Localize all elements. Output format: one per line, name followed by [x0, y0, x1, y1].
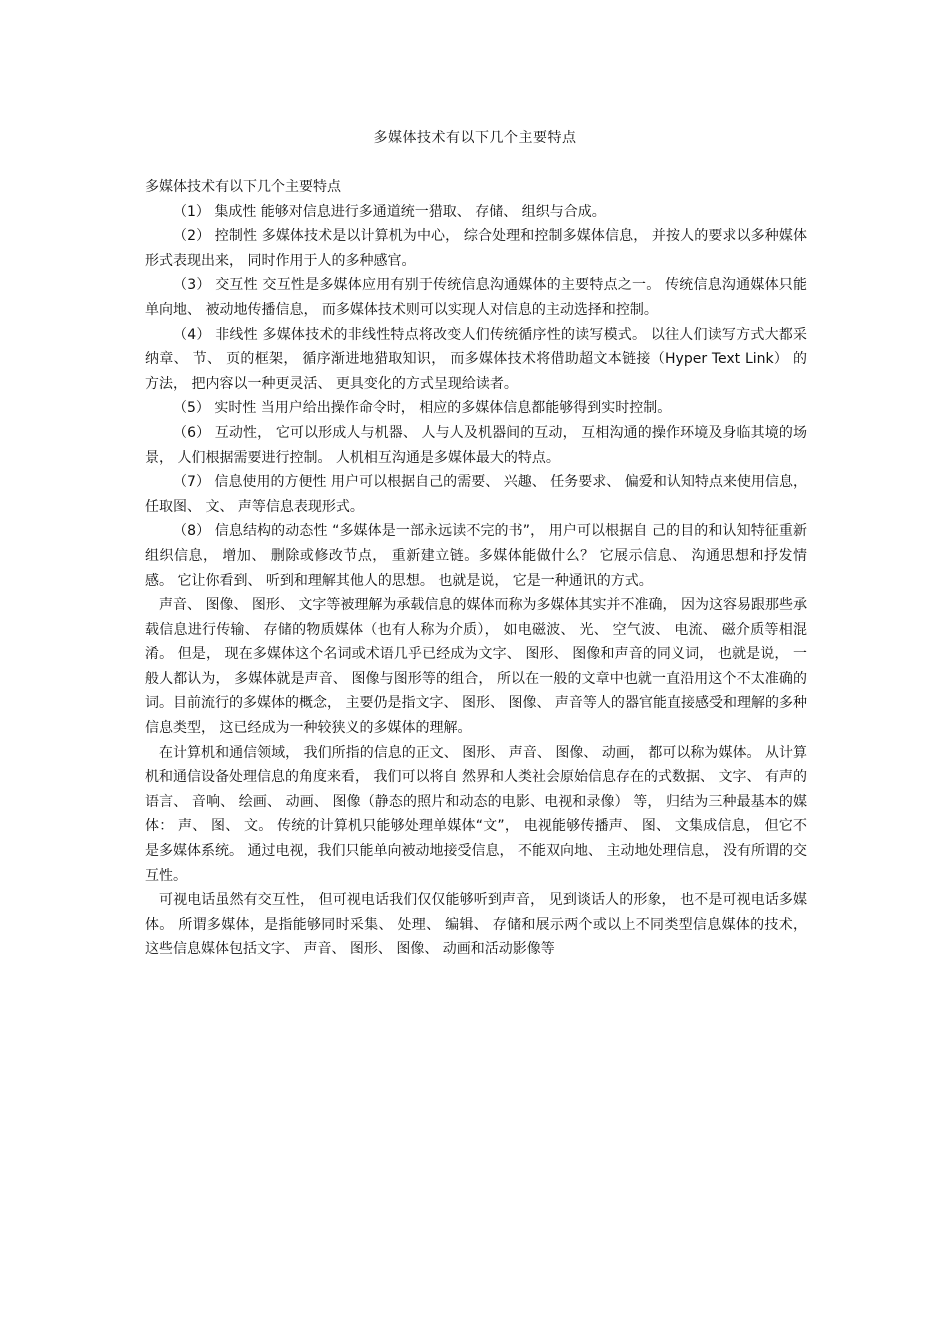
paragraph-media-definition: 声音、 图像、 图形、 文字等被理解为承载信息的媒体而称为多媒体其实并不准确， 因为这容易跟那些承载信息进行传输、 存储的物质媒体（也有人称为介质）， 如电磁波、 光、 空气波、 电流、 磁介质等相混淆。 但是， 现在多媒体这个名词或术语几乎已经成为文字、 图形、 图像和声音的同义词， 也就是说， 一般人都认为， 多媒体就是声音、 图像与图形等的组合， 所以在一般的文章中也就一直沿用这个不太准确的词。目前流行的多媒体的概念， 主要仍是指文字、 图形、 图像、 声音等人的器官能直接感受和理解的多种信息类型， 这已经成为一种较狭义的多媒体的理解。: [145, 597, 807, 737]
paragraph-computing-media: 在计算机和通信领域， 我们所指的信息的正文、 图形、 声音、 图像、 动画， 都可以称为媒体。 从计算机和通信设备处理信息的角度来看， 我们可以将自 然界和人类社会原始信息存在的式数据、 文字、 有声的语言、 音响、 绘画、 动画、 图像（静态的照片和动态的电影、电视和录像） 等， 归结为三种最基本的媒体： 声、 图、 文。 传统的计算机只能够处理单媒体“文”， 电视能够传播声、 图、 文集成信息， 但它不是多媒体系统。 通过电视，我们只能单向被动地接受信息， 不能双向地、 主动地处理信息， 没有所谓的交互性。: [145, 744, 807, 884]
paragraph-feature-4: （4） 非线性 多媒体技术的非线性特点将改变人们传统循序性的读写模式。 以往人们读写方式大都采纳章、 节、 页的框架， 循序渐进地猎取知识， 而多媒体技术将借助超文本链接（Hyper Text Link） 的方法， 把内容以一种更灵活、 更具变化的方式呈现给读者。: [145, 326, 807, 392]
paragraph-feature-5: （5） 实时性 当用户给出操作命令时， 相应的多媒体信息都能够得到实时控制。: [173, 400, 672, 417]
paragraph-feature-2: （2） 控制性 多媒体技术是以计算机为中心， 综合处理和控制多媒体信息， 并按人的要求以多种媒体形式表现出来， 同时作用于人的多种感官。: [145, 228, 807, 269]
paragraph-feature-6: （6） 互动性， 它可以形成人与机器、 人与人及机器间的互动， 互相沟通的操作环境及身临其境的场景， 人们根据需要进行控制。 人机相互沟通是多媒体最大的特点。: [145, 424, 807, 466]
paragraph-videophone: 可视电话虽然有交互性， 但可视电话我们仅仅能够听到声音， 见到谈话人的形象， 也不是可视电话多媒体。 所谓多媒体，是指能够同时采集、 处理、 编辑、 存储和展示两个或以上不同类型信息媒体的技术， 这些信息媒体包括文字、 声音、 图形、 图像、 动画和活动影像等: [145, 892, 807, 958]
section-heading: 多媒体技术有以下几个主要特点: [145, 179, 341, 195]
paragraph-feature-7: （7） 信息使用的方便性 用户可以根据自己的需要、 兴趣、 任务要求、 偏爱和认知特点来使用信息， 任取图、 文、 声等信息表现形式。: [145, 474, 807, 515]
paragraph-feature-3: （3） 交互性 交互性是多媒体应用有别于传统信息沟通媒体的主要特点之一。 传统信息沟通媒体只能单向地、 被动地传播信息， 而多媒体技术则可以实现人对信息的主动选择和控制。: [145, 277, 807, 318]
paragraph-feature-1: （1） 集成性 能够对信息进行多通道统一猎取、 存储、 组织与合成。: [173, 203, 606, 220]
paragraph-feature-8: （8） 信息结构的动态性 “多媒体是一部永远读不完的书”， 用户可以根据自 己的目的和认知特征重新组织信息， 增加、 删除或修改节点， 重新建立链。多媒体能做什么？ 它展示信息、 沟通思想和抒发情感。 它让你看到、 听到和理解其他人的思想。 也就是说， 它是一种通讯的方式。: [145, 523, 807, 589]
document-title: 多媒体技术有以下几个主要特点: [373, 130, 577, 146]
document-body: [145, 175, 807, 962]
